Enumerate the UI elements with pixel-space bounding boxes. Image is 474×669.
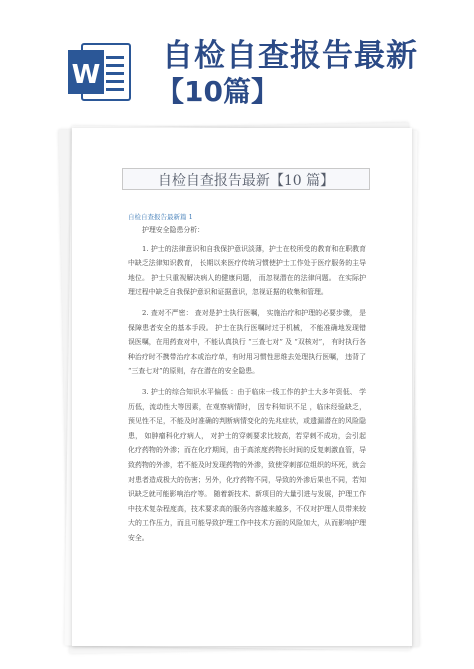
paragraph-3: 3. 护士的综合知识水平偏低 ：由于临床一线工作的护士大多年资低、 学历低，流动性大等因素，在观察病情时， 因专科知识不足 ，临床经验缺乏， 预见性不足，不能及时准确的判断病情变化的先兆症状，或遗漏潜在的风险隐患， 如肿瘤科化疗病人， 对护士的穿刺要求比较高，若穿刺不成功，会引起化疗药物的外渗；而在化疗期间，由于高浓度药物长时间的反复刺激血管，导致药物的外渗，若不能及时发现药物的外渗，致使穿刺部位组织的坏死，就会对患者造成极大的伤害；另外，化疗药物不同，导致的外渗后果也不同，若知识缺乏就可能影响治疗等。 随着新技术、新项目的大量引进与发展，护理工作中技术复杂程度高，技术要求高的服务内容越来越多，不仅对护理人员带来较大的工作压力，而且可能导致护理工作中技术方面的风险加大，从而影响护理安全。 — [128, 387, 366, 542]
cover-title: 自检自查报告最新 — [162, 38, 418, 74]
cover-subtitle: 【10篇】 — [156, 75, 279, 108]
cover-banner — [0, 0, 474, 120]
bottom-fade — [0, 647, 474, 669]
section-label: 自检自查报告最新篇 1 — [128, 213, 193, 221]
word-document-icon — [66, 42, 134, 102]
document-title: 自检自查报告最新【10 篇】 — [157, 173, 335, 189]
paragraph-intro: 护理安全隐患分析： — [142, 226, 205, 234]
document-page — [72, 128, 412, 646]
word-logo-letter: W — [71, 60, 101, 90]
paragraph-1: 1. 护士的法律意识和自我保护意识淡薄，护士在校所受的教育和在职教育中缺乏法律知识教育， 长期以来医疗传统习惯使护士工作处于医疗服务的主导地位。 护士只重视解决病人的健康问题， 而忽视潜在的法律问题。 在实际护理过程中缺乏自我保护意识和证据意识，忽视证据的收集和管理。 — [128, 244, 366, 297]
document-body — [128, 223, 366, 551]
document-title-box — [122, 168, 370, 190]
paragraph-2: 2. 查对不严密： 查对是护士执行医嘱， 实施治疗和护理的必要步骤， 是保障患者安全的基本手段。 护士在执行医嘱时过于机械， 不能准确地发现错误医嘱，在用药查对中，不能认真执行 “三查七对” 及 “双核对”， 有时执行各种治疗时不携带治疗本或治疗单，有时用习惯性思维去处理执行医嘱， 违背了 “三查七对”的原则，存在潜在的安全隐患。 — [128, 308, 366, 376]
